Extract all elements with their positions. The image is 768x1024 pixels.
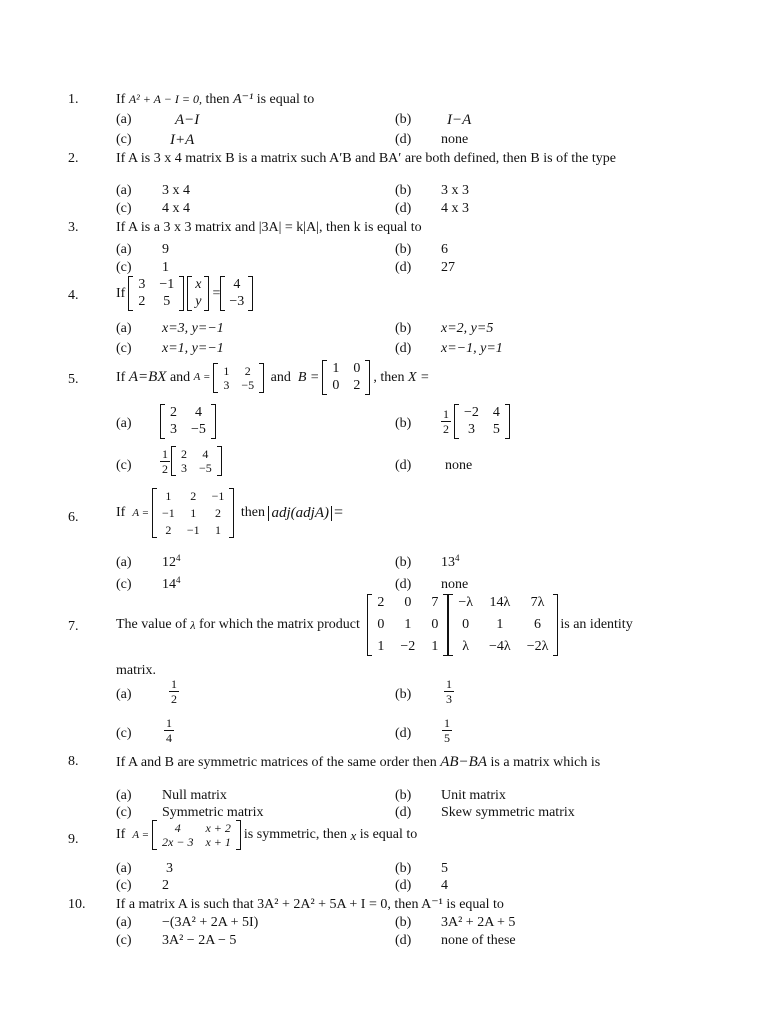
- option-label: (d): [395, 132, 412, 147]
- question-number: 7.: [68, 619, 79, 634]
- option-label: (a): [116, 915, 132, 930]
- option-matrix: 2 4 3 −5: [160, 404, 216, 439]
- option-label: (d): [395, 260, 412, 275]
- option-value: Null matrix: [162, 788, 227, 803]
- question-stem: The value of λ for which the matrix product 2 0 7 0 1 0 1 −2 1 −λ 14λ 7λ 0 1 6 λ −4λ −2λ is an identity: [116, 595, 633, 654]
- option-label: (b): [395, 555, 412, 570]
- question-stem: If A = 4 x + 2 2x − 3 x + 1 is symmetric, then x is equal to: [116, 821, 418, 849]
- option-value: $\frac{1}{4}$: [166, 716, 172, 745]
- option-label: (a): [116, 242, 132, 257]
- option-label: (c): [116, 577, 132, 592]
- question-stem-continued: matrix.: [116, 663, 157, 678]
- option-value: 27: [441, 260, 455, 275]
- option-label: (a): [116, 112, 132, 127]
- option-value: $14^4$: [162, 575, 181, 592]
- option-label: (a): [116, 687, 132, 702]
- coefficient-matrix: 3 −1 2 5: [128, 276, 184, 311]
- question-stem: If A=BX and A = 1 2 3 −5 and B = 1 0 0 2 , then X =: [116, 361, 430, 393]
- option-value: 4: [441, 878, 448, 893]
- option-label: (c): [116, 458, 132, 473]
- question-number: 6.: [68, 510, 79, 525]
- question-stem: If 3 −1 2 5 x y = 4 −3: [116, 276, 256, 311]
- option-label: (b): [395, 183, 412, 198]
- option-value: none: [441, 132, 469, 147]
- question-stem: If A = 1 2 −1 −1 1 2 2 −1 1 then adj(adjA) =: [116, 489, 344, 537]
- question-number: 2.: [68, 151, 79, 166]
- option-value: none of these: [441, 933, 516, 948]
- option-label: (b): [395, 112, 412, 127]
- option-value: 9: [162, 242, 169, 257]
- option-label: (c): [116, 726, 132, 741]
- matrix-1: 2 0 7 0 1 0 1 −2 1: [367, 594, 448, 656]
- question-number: 9.: [68, 832, 79, 847]
- option-label: (c): [116, 933, 132, 948]
- question-stem: If a matrix A is such that 3A² + 2A² + 5A + I = 0, then A⁻¹ is equal to: [116, 897, 504, 912]
- matrix-a: 4 x + 2 2x − 3 x + 1: [152, 820, 241, 850]
- matrix-2: −λ 14λ 7λ 0 1 6 λ −4λ −2λ: [448, 594, 558, 656]
- matrix-a: 1 2 −1 −1 1 2 2 −1 1: [152, 488, 234, 538]
- option-value: [160, 404, 216, 439]
- option-label: (a): [116, 555, 132, 570]
- question-stem: If A² + A − I = 0, then A⁻¹ is equal to: [116, 92, 315, 107]
- option-value: 1: [162, 260, 169, 275]
- option-value: x=−1, y=1: [441, 341, 503, 356]
- option-label: (a): [116, 861, 132, 876]
- option-value: $\frac{1}{3}$: [446, 677, 452, 706]
- question-number: 5.: [68, 372, 79, 387]
- option-label: (c): [116, 341, 132, 356]
- option-label: (b): [395, 321, 412, 336]
- option-value: x=3, y=−1: [162, 321, 224, 336]
- option-value: none: [441, 577, 469, 592]
- option-value: $\frac{1}{5}$: [444, 716, 450, 745]
- option-value: $\frac{1}{2}$: [171, 677, 177, 706]
- option-value: $12^4$: [162, 553, 181, 570]
- option-value: 3 x 4: [162, 183, 190, 198]
- option-label: (c): [116, 201, 132, 216]
- option-label: (d): [395, 341, 412, 356]
- question-number: 8.: [68, 754, 79, 769]
- question-stem: If A is 3 x 4 matrix B is a matrix such A′B and BA′ are both defined, then B is of the type: [116, 151, 616, 166]
- option-label: (b): [395, 788, 412, 803]
- option-label: (c): [116, 805, 132, 820]
- option-label: (a): [116, 183, 132, 198]
- option-value: $13^4$: [441, 553, 460, 570]
- option-value: I+A: [170, 132, 195, 148]
- option-value: $\frac{1}{2}$ −2 4 3 5: [441, 404, 513, 439]
- option-value: $\frac{1}{2}$ 2 4 3 −5: [160, 446, 225, 476]
- option-value: A−I: [175, 112, 200, 128]
- option-value: 4 x 3: [441, 201, 469, 216]
- option-value: x=1, y=−1: [162, 341, 224, 356]
- question-number: 10.: [68, 897, 86, 912]
- option-label: (c): [116, 878, 132, 893]
- question-number: 4.: [68, 288, 79, 303]
- option-matrix: −2 4 3 5: [454, 404, 510, 439]
- option-value: 2: [162, 878, 169, 893]
- matrix-a: 1 2 3 −5: [213, 363, 264, 393]
- option-label: (a): [116, 788, 132, 803]
- option-label: (d): [395, 201, 412, 216]
- option-label: (d): [395, 726, 412, 741]
- option-label: (b): [395, 915, 412, 930]
- option-label: (d): [395, 805, 412, 820]
- option-value: 6: [441, 242, 448, 257]
- option-label: (d): [395, 458, 412, 473]
- question-number: 3.: [68, 220, 79, 235]
- option-label: (d): [395, 878, 412, 893]
- option-label: (b): [395, 861, 412, 876]
- option-value: I−A: [447, 112, 472, 128]
- option-label: (a): [116, 416, 132, 431]
- option-label: (b): [395, 416, 412, 431]
- option-value: 3A² + 2A + 5: [441, 915, 516, 930]
- question-number: 1.: [68, 92, 79, 107]
- option-value: 4 x 4: [162, 201, 190, 216]
- option-label: (d): [395, 933, 412, 948]
- variable-matrix: x y: [187, 276, 209, 311]
- option-label: (c): [116, 132, 132, 147]
- option-value: Unit matrix: [441, 788, 506, 803]
- option-label: (d): [395, 577, 412, 592]
- option-value: Skew symmetric matrix: [441, 805, 575, 820]
- option-value: Symmetric matrix: [162, 805, 264, 820]
- question-stem: If A is a 3 x 3 matrix and |3A| = k|A|, then k is equal to: [116, 220, 422, 235]
- option-value: x=2, y=5: [441, 321, 494, 336]
- option-value: none: [445, 458, 473, 473]
- option-label: (a): [116, 321, 132, 336]
- option-value: 3: [166, 861, 173, 876]
- option-label: (b): [395, 242, 412, 257]
- question-stem: If A and B are symmetric matrices of the same order then AB−BA is a matrix which is: [116, 754, 601, 770]
- option-label: (c): [116, 260, 132, 275]
- matrix-b: 1 0 0 2: [322, 360, 370, 395]
- option-value: 3A² − 2A − 5: [162, 933, 237, 948]
- option-matrix: 2 4 3 −5: [171, 446, 222, 476]
- option-label: (b): [395, 687, 412, 702]
- rhs-matrix: 4 −3: [220, 276, 253, 311]
- option-value: −(3A² + 2A + 5I): [162, 915, 259, 930]
- option-value: 5: [441, 861, 448, 876]
- option-value: 3 x 3: [441, 183, 469, 198]
